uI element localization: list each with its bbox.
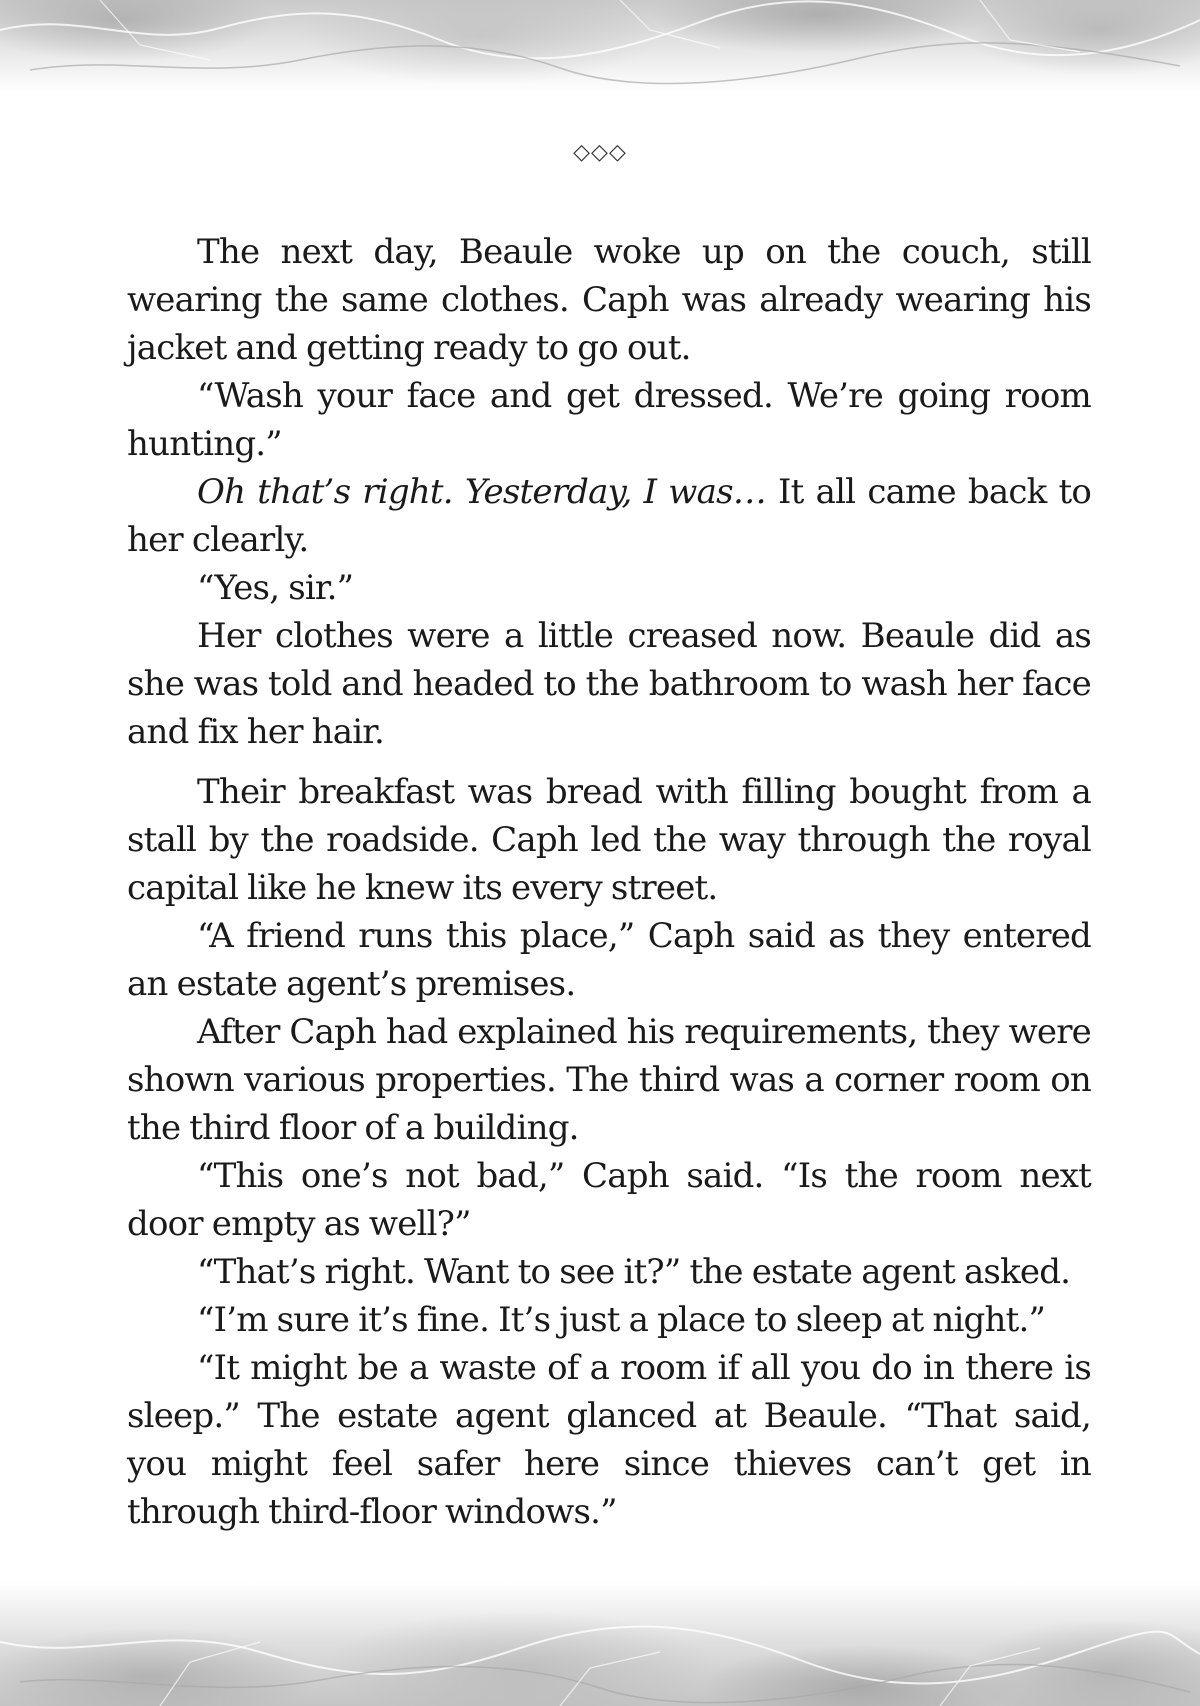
text-section-1: [127, 228, 1091, 756]
paragraph: The next day, Beaule woke up on the couch, still wearing the same clothes. Caph was already wearing his jacket and getting ready to go out.: [127, 232, 1091, 368]
top-texture-border: [0, 0, 1200, 92]
paragraph: Their breakfast was bread with filling bought from a stall by the roadside. Caph led the way through the royal capital like he knew its every street.: [127, 772, 1091, 908]
paragraph: “I’m sure it’s fine. It’s just a place to sleep at night.”: [197, 1300, 1046, 1340]
bottom-texture-veins: [0, 1582, 1200, 1706]
text-section-2: [127, 768, 1091, 1536]
italic-thought: Oh that’s right. Yesterday, I was…: [197, 472, 766, 512]
paragraph: “Wash your face and get dressed. We’re going room hunting.”: [127, 376, 1091, 464]
paragraph: “It might be a waste of a room if all you do in there is sleep.” The estate agent glanced at Beaule. “That said, you might feel safer here since thieves can’t get in through third-floor windows.”: [127, 1348, 1091, 1532]
bottom-texture-border: [0, 1582, 1200, 1706]
top-texture-veins: [0, 0, 1200, 92]
paragraph: “Yes, sir.”: [197, 568, 354, 608]
paragraph: “This one’s not bad,” Caph said. “Is the room next door empty as well?”: [127, 1156, 1091, 1244]
paragraph: After Caph had explained his requirements, they were shown various properties. The third was a corner room on the third floor of a building.: [127, 1012, 1091, 1148]
paragraph: “That’s right. Want to see it?” the estate agent asked.: [197, 1252, 1071, 1292]
paragraph: “A friend runs this place,” Caph said as they entered an estate agent’s premises.: [127, 916, 1091, 1004]
paragraph: [127, 468, 1091, 564]
paragraph-text: It all came back to her clearly.: [127, 472, 1091, 560]
section-divider-ornament: ◇◇◇: [573, 140, 627, 165]
paragraph: Her clothes were a little creased now. Beaule did as she was told and headed to the bathroom to wash her face and fix her hair.: [127, 616, 1091, 752]
